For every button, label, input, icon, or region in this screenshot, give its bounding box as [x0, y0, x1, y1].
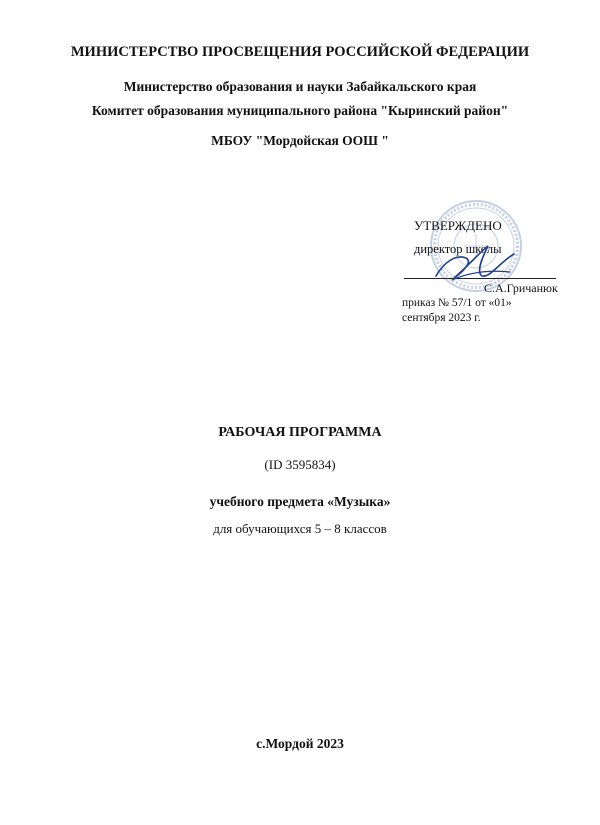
program-id: (ID 3595834) — [264, 457, 336, 472]
approval-role: директор школы — [414, 242, 502, 256]
regional-ministry-heading: Министерство образования и науки Забайкальского края — [123, 79, 477, 94]
school-heading: МБОУ "Мордойская ООШ " — [211, 133, 389, 148]
approval-date: сентября 2023 г. — [402, 312, 481, 324]
subject-line: учебного предмета «Музыка» — [209, 494, 391, 509]
approval-order: приказ № 57/1 от «01» — [402, 297, 512, 309]
ministry-heading: МИНИСТЕРСТВО ПРОСВЕЩЕНИЯ РОССИЙСКОЙ ФЕДЕРАЦИИ — [70, 44, 530, 60]
director-signature — [430, 232, 520, 288]
committee-heading: Комитет образования муниципального района "Кыринский район" — [91, 103, 509, 118]
approval-title: УТВЕРЖДЕНО — [414, 218, 502, 233]
document-title: РАБОЧАЯ ПРОГРАММА — [218, 425, 382, 440]
audience-line: для обучающихся 5 – 8 классов — [213, 521, 387, 536]
place-year: с.Мордой 2023 — [256, 736, 344, 751]
director-name: С.А.Гричанюк — [484, 281, 558, 295]
